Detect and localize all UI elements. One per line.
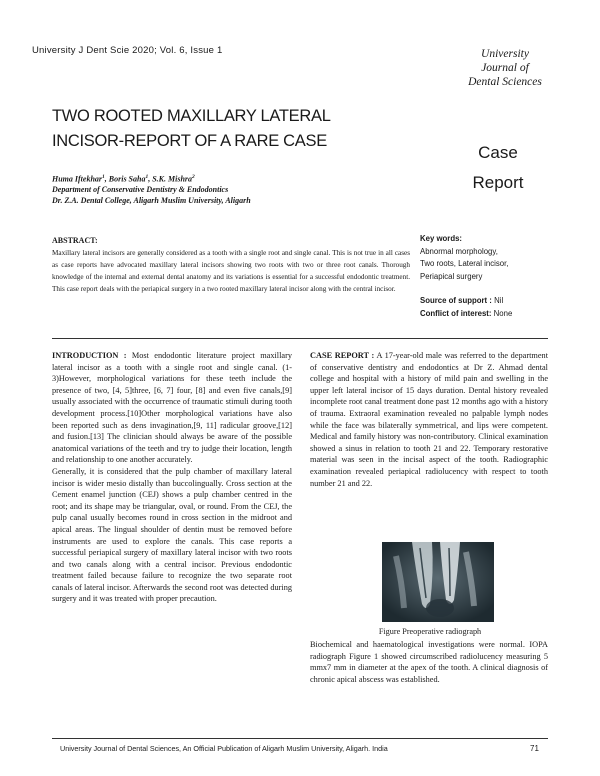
author-sup: 1	[145, 174, 149, 180]
preoperative-radiograph	[382, 542, 494, 622]
author-name: Boris Saha	[108, 174, 146, 184]
journal-logo-text	[450, 47, 560, 89]
author-block	[52, 172, 251, 206]
author-names: Huma Iftekhar$^1$, Boris Saha$^1$, S.K. Mishra$^2$	[52, 174, 195, 184]
figure-caption: Figure Preoperative radiograph	[378, 627, 482, 636]
article-type-line: Case	[478, 143, 518, 162]
article-type-line: Report	[472, 173, 524, 192]
section-divider	[52, 338, 548, 339]
case-paragraph-2: Biochemical and haematological investigations were normal. IOPA radiograph Figure 1 showed circumscribed radiolucency measuring 5 mmx7 mm in diameter at the apex of the tooth. A clinical diagnosis of chronic apical abscess was established.	[310, 640, 548, 684]
case-report-column	[310, 350, 548, 489]
intro-paragraph-1	[52, 350, 292, 466]
introduction-column	[52, 350, 292, 605]
page-number: 71	[530, 744, 539, 753]
conflict-line	[420, 308, 550, 321]
radiograph-image	[382, 542, 494, 622]
intro-text-1: Most endodontic literature project maxillary lateral incisor as a tooth with a single root and single canal. (1-3)However, morphological variations for these teeth include the presence of two, [4, 5]three, [6, 7] four, [8] and even five canals,[9] usually associated with the occurrence of traumatic stimuli during tooth development process.[10]Other morphological variations have also been reported such as dens invagination,[9, 11] radicular groove,[12] and fusion.[13] The clinician should always be aware of the possible anatomical variations of the teeth and try to judge their location, length and relationship to one another accurately.	[52, 351, 292, 465]
title-line: INCISOR-REPORT OF A RARE CASE	[52, 132, 327, 150]
intro-paragraph-2: Generally, it is considered that the pulp chamber of maxillary lateral incisor is wider mesio distally than buccolingually. Cross section at the Cement enamel junction (CEJ) shows a pulp chamber centred in the root; and its shape may be triangular, oval, or round. From the CEJ, the pulp canal usually becomes round in cross section in the midroot and apical areas. The lingual shoulder of dentin must be removed before instruments are used to explore the canals. This case reports a successful periapical surgery of maxillary lateral incisor with two roots and two canals along with a central incisor. Previous endodontic treatment failed because failure to recognize the two separate root canals of lateral incisor. Afterwards the second root was detected during surgery and it was treated with proper precaution.	[52, 466, 292, 604]
case-text-1: A 17-year-old male was referred to the department of conservative dentistry and endodontics at Dr Z. Ahmad dental college and hospital with a history of mild pain and swelling in the upper left lateral incisor of 15 days duration. Dental history revealed incomplete root canal treatment done past 12 months ago with a history of trauma. Extraoral examination revealed no palpable lymph nodes while the face was bilaterally symmetrical, and lips were competent. Medical and family history was non-contributory. Clinical examination showed a sinus in relation to tooth 21 and 22. Temporary restorative material was seen in the incisal aspect of the tooth. Radiographic examination revealed periapical radiolucency with respect to tooth number 21 and 22.	[310, 351, 548, 488]
author-sup: 2	[192, 174, 195, 180]
title-line: TWO ROOTED MAXILLARY LATERAL	[52, 107, 331, 125]
author-name: S.K. Mishra	[152, 174, 192, 184]
keywords-heading: Key words:	[420, 234, 463, 243]
journal-line: Dental Sciences	[468, 76, 542, 88]
journal-line: Journal of	[481, 62, 529, 74]
article-title	[52, 104, 352, 154]
affiliation-college: Dr. Z.A. Dental College, Aligarh Muslim University, Aligarh	[52, 195, 251, 205]
keyword-line: Two roots, Lateral incisor,	[420, 259, 509, 268]
abstract	[52, 235, 410, 295]
conflict-value: None	[493, 308, 513, 318]
support-label: Source of support :	[420, 296, 492, 305]
keyword-line: Abnormal morphology,	[420, 246, 498, 256]
article-type	[458, 138, 538, 198]
abstract-text: Maxillary lateral incisors are generally considered as a tooth with a single root and single canal. This is not true in all cases as case reports have advocated maxillary lateral incisors showing two roots with two or three root canals. Thorough knowledge of the internal and external dental anatomy and its variations is essential for a successful endodontic treatment. This case report deals with the periapical surgery in a two rooted maxillary lateral incisor along with the central incisor.	[52, 249, 410, 293]
support-line	[420, 295, 550, 308]
intro-heading: INTRODUCTION :	[52, 351, 127, 360]
conflict-label: Conflict of interest:	[420, 308, 492, 318]
case-heading: CASE REPORT :	[310, 351, 375, 360]
keywords-box	[420, 233, 550, 320]
footer-text: University Journal of Dental Sciences, An Official Publication of Aligarh Muslim University, Aligarh. India	[60, 744, 388, 753]
case-report-column-continued	[310, 639, 548, 685]
case-paragraph-1	[310, 350, 548, 489]
author-sup: 1	[102, 174, 105, 180]
keyword-line: Periapical surgery	[420, 271, 483, 281]
abstract-heading: ABSTRACT:	[52, 236, 98, 245]
support-value: Nil	[494, 296, 504, 305]
journal-line: University	[481, 48, 529, 60]
footer-divider	[52, 738, 548, 739]
affiliation-department: Department of Conservative Dentistry & Endodontics	[52, 185, 229, 195]
author-name: Huma Iftekhar	[52, 174, 103, 184]
journal-citation: University J Dent Scie 2020; Vol. 6, Issue 1	[32, 45, 223, 56]
